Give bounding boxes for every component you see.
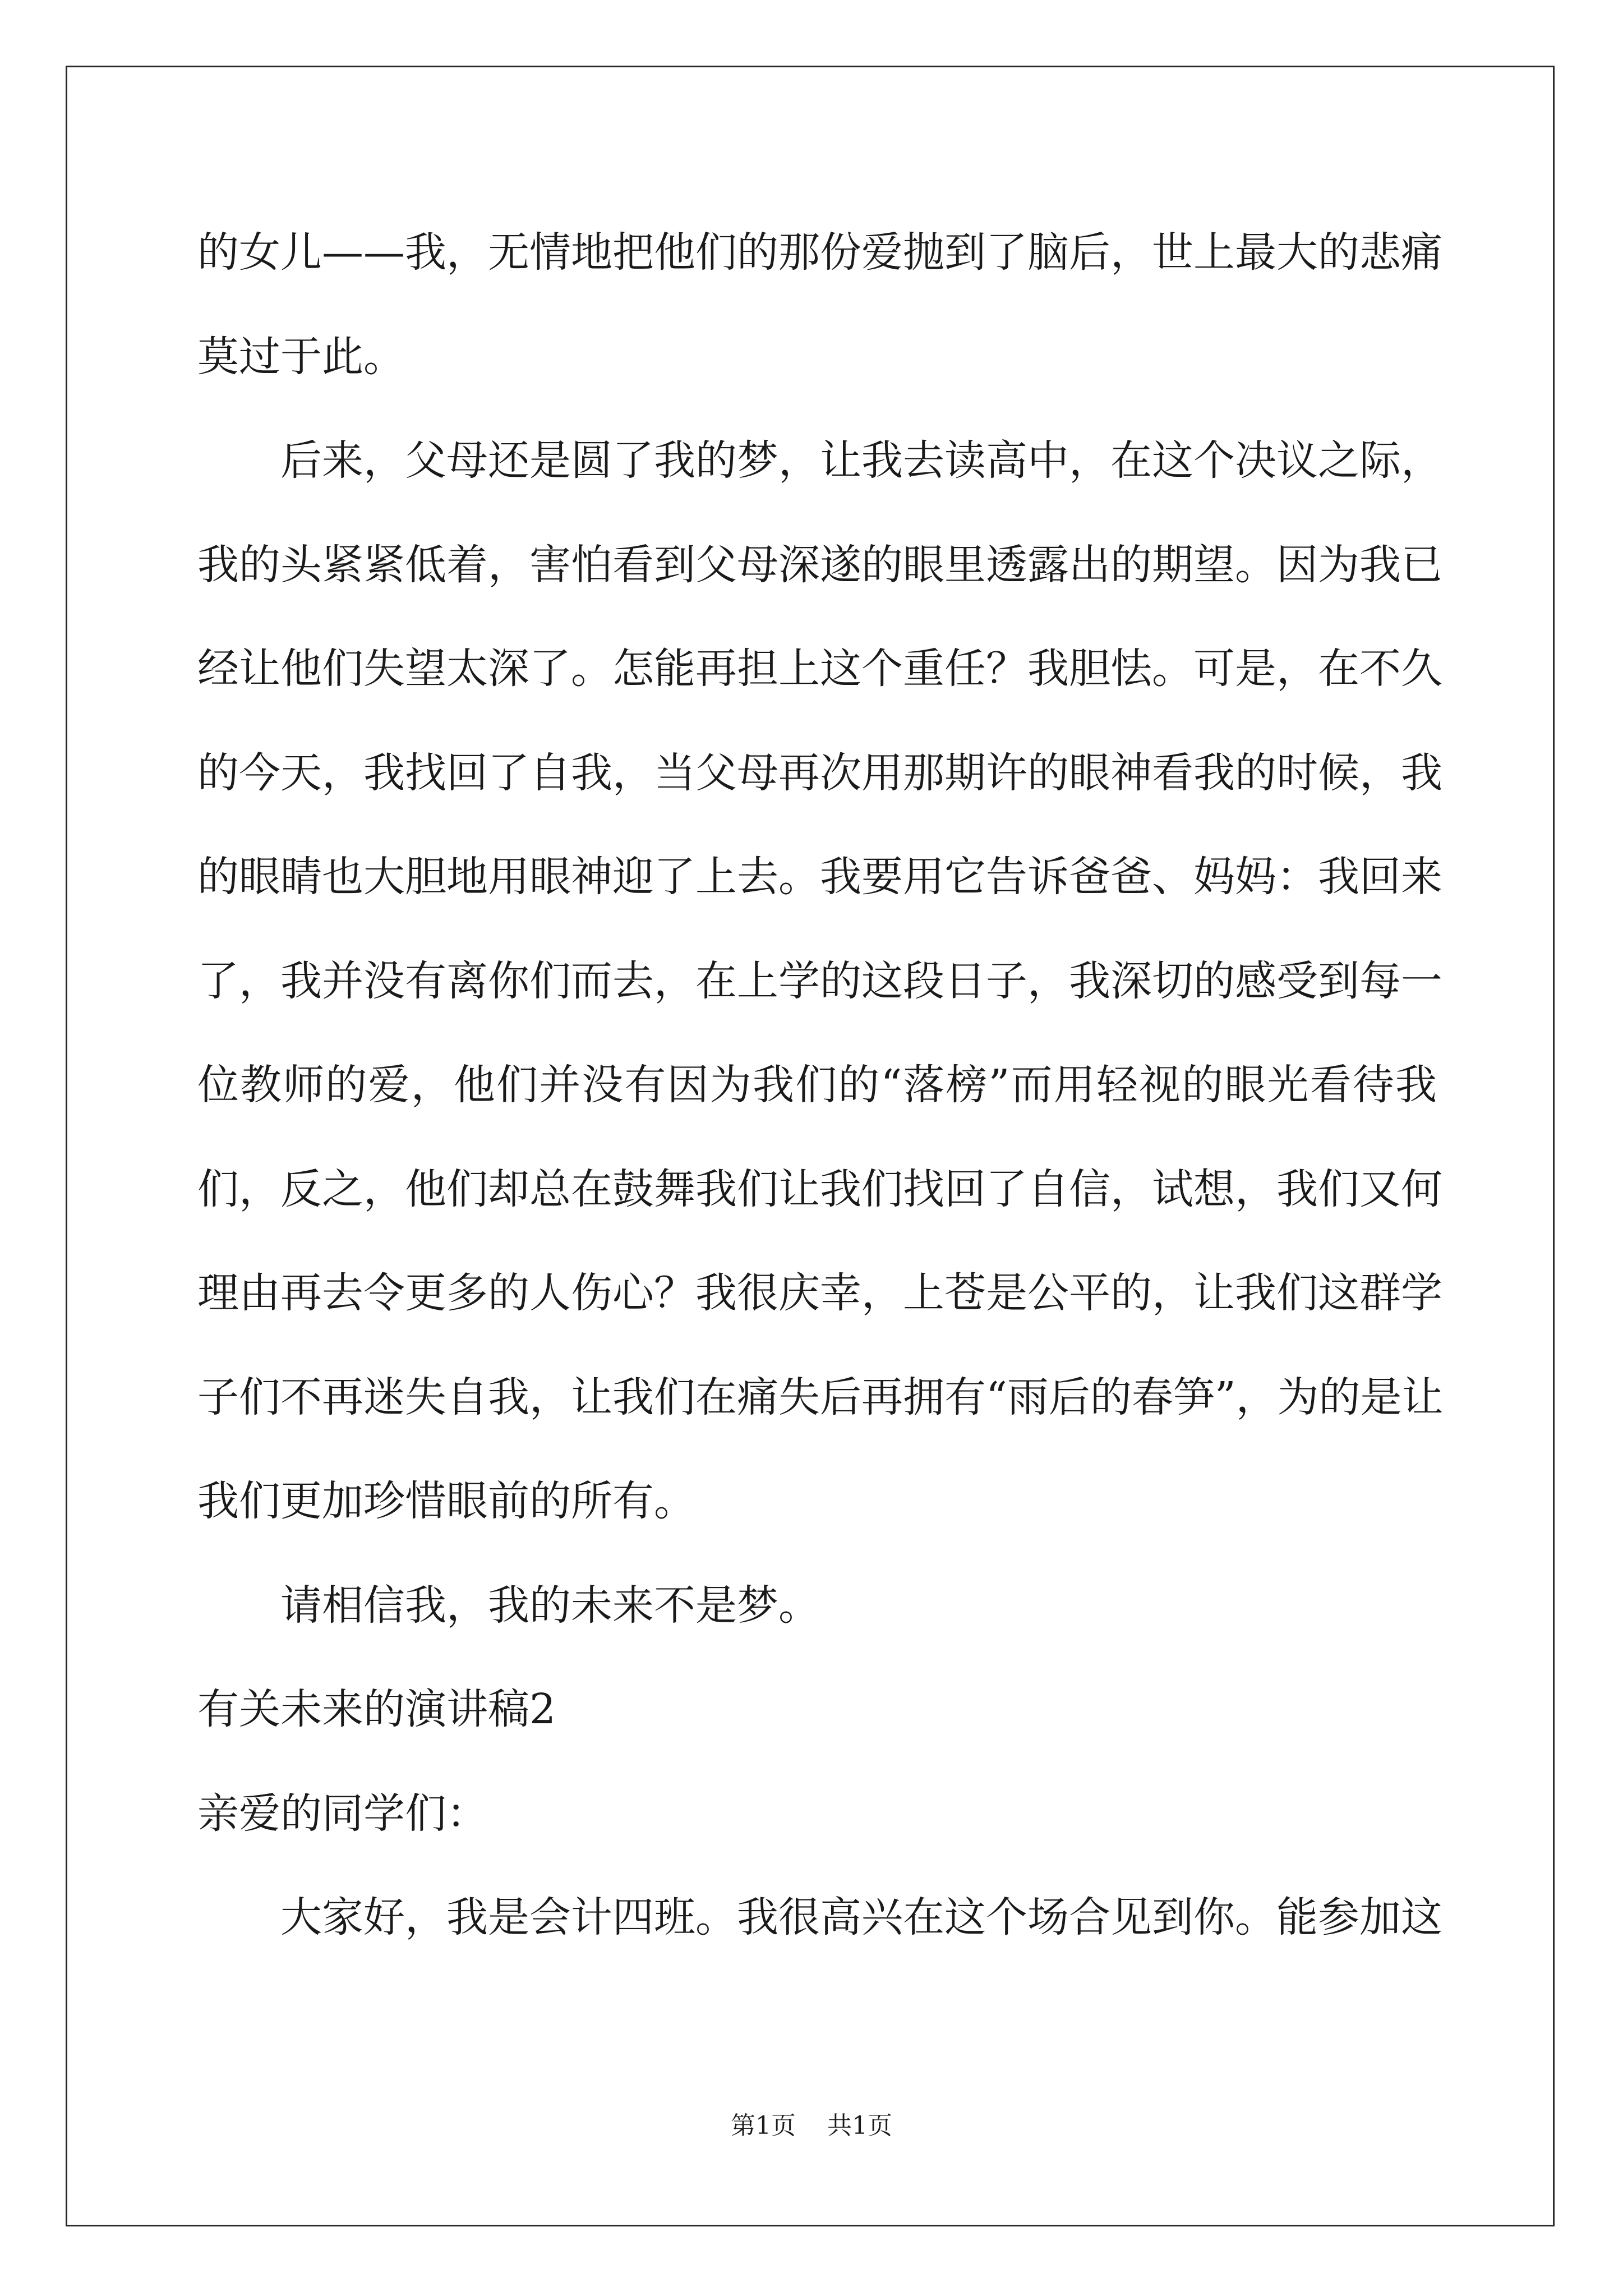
text-line: 莫过于此。 — [197, 332, 405, 381]
page-footer — [0, 2109, 1623, 2143]
text-line: 的女儿——我，无情地把他们的那份爱抛到了脑后，世上最大的悲痛 — [197, 228, 1442, 277]
paragraph-first-line: 请相信我，我的未来不是梦。 — [280, 1581, 820, 1630]
text-line: 理由再去令更多的人伤心？我很庆幸，上苍是公平的，让我们这群学 — [197, 1269, 1442, 1317]
text-line: 子们不再迷失自我，让我们在痛失后再拥有“雨后的春笋”，为的是让 — [197, 1373, 1444, 1421]
section-title: 有关未来的演讲稿2 — [197, 1685, 556, 1733]
text-line: 我的头紧紧低着，害怕看到父母深遂的眼里透露出的期望。因为我已 — [197, 540, 1442, 589]
text-line: 了，我并没有离你们而去，在上学的这段日子，我深切的感受到每一 — [197, 956, 1442, 1005]
page-number-current: 第1页 — [731, 2111, 796, 2140]
paragraph-first-line: 大家好，我是会计四班。我很高兴在这个场合见到你。能参加这 — [280, 1893, 1442, 1941]
text-line: 们，反之，他们却总在鼓舞我们让我们找回了自信，试想，我们又何 — [197, 1165, 1442, 1213]
text-line: 的今天，我找回了自我，当父母再次用那期许的眼神看我的时候，我 — [197, 748, 1442, 797]
salutation: 亲爱的同学们： — [197, 1789, 488, 1838]
text-line: 我们更加珍惜眼前的所有。 — [197, 1477, 695, 1525]
page-number-total: 共1页 — [827, 2111, 892, 2140]
text-line: 的眼睛也大胆地用眼神迎了上去。我要用它告诉爸爸、妈妈：我回来 — [197, 853, 1442, 901]
document-body — [197, 201, 1444, 1970]
text-line: 经让他们失望太深了。怎能再担上这个重任？我胆怯。可是，在不久 — [197, 645, 1442, 693]
text-line: 位教师的爱，他们并没有因为我们的“落榜”而用轻视的眼光看待我 — [197, 1061, 1437, 1109]
paragraph-first-line: 后来，父母还是圆了我的梦，让我去读高中，在这个决议之际， — [280, 436, 1442, 485]
